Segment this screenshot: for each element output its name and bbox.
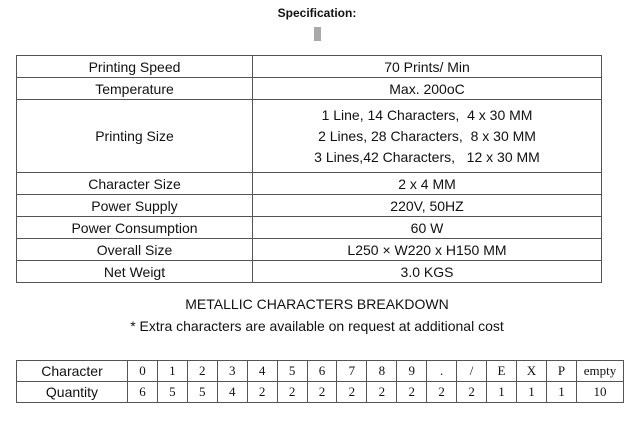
- spec-value: [253, 56, 602, 78]
- quantity-cell: 2: [277, 382, 307, 403]
- spec-value: [253, 217, 602, 239]
- spec-label: Power Consumption: [17, 217, 253, 239]
- character-breakdown-table: [16, 360, 624, 403]
- quantity-row: [17, 382, 624, 403]
- quantity-cell: 2: [367, 382, 397, 403]
- spec-value: [253, 78, 602, 100]
- quantity-cell: 1: [516, 382, 546, 403]
- character-cell: 1: [157, 361, 187, 382]
- spec-value: [253, 100, 602, 173]
- quantity-cell: 2: [247, 382, 277, 403]
- quantity-cell: 2: [427, 382, 457, 403]
- breakdown-title: METALLIC CHARACTERS BREAKDOWN: [185, 296, 449, 312]
- character-cell: 3: [217, 361, 247, 382]
- spec-value-line: 220V, 50HZ: [390, 197, 464, 214]
- quantity-cell: 5: [187, 382, 217, 403]
- spec-row: [17, 261, 602, 283]
- spec-value: [253, 195, 602, 217]
- quantity-cell: 10: [577, 382, 624, 403]
- character-cell: empty: [577, 361, 624, 382]
- quantity-cell: 1: [546, 382, 576, 403]
- spec-value-line: 2 x 4 MM: [398, 175, 456, 192]
- spec-value-line: Max. 200oC: [389, 80, 465, 97]
- spec-row: [17, 56, 602, 78]
- spec-value-line: L250 × W220 x H150 MM: [347, 241, 507, 258]
- spec-row: [17, 173, 602, 195]
- character-cell: 9: [397, 361, 427, 382]
- quantity-cell: 2: [337, 382, 367, 403]
- character-cell: 7: [337, 361, 367, 382]
- spec-label: Overall Size: [17, 239, 253, 261]
- spec-row: [17, 195, 602, 217]
- character-cell: 4: [247, 361, 277, 382]
- spec-value-line: 2 Lines, 28 Characters, 8 x 30 MM: [318, 127, 536, 144]
- spec-value-line: 60 W: [410, 219, 444, 236]
- spec-label: Power Supply: [17, 195, 253, 217]
- spec-value: [253, 173, 602, 195]
- spec-label: Character Size: [17, 173, 253, 195]
- character-cell: X: [516, 361, 546, 382]
- character-cell: 6: [307, 361, 337, 382]
- character-cell: P: [546, 361, 576, 382]
- spec-label: Net Weigt: [17, 261, 253, 283]
- text-cursor-marker: [314, 27, 321, 41]
- character-cell: /: [457, 361, 487, 382]
- spec-value-line: 1 Line, 14 Characters, 4 x 30 MM: [321, 106, 533, 123]
- quantity-cell: 2: [307, 382, 337, 403]
- quantity-cell: 2: [397, 382, 427, 403]
- character-cell: 8: [367, 361, 397, 382]
- character-cell: 0: [128, 361, 158, 382]
- spec-label: Temperature: [17, 78, 253, 100]
- specification-table: [16, 55, 602, 283]
- spec-value-line: 3.0 KGS: [400, 263, 454, 280]
- spec-row: [17, 239, 602, 261]
- character-row: [17, 361, 624, 382]
- quantity-row-label: Quantity: [17, 382, 128, 403]
- spec-label: Printing Size: [17, 100, 253, 173]
- spec-value-line: 70 Prints/ Min: [384, 58, 470, 75]
- character-cell: 2: [187, 361, 217, 382]
- quantity-cell: 5: [157, 382, 187, 403]
- spec-row: [17, 100, 602, 173]
- character-cell: 5: [277, 361, 307, 382]
- character-cell: E: [487, 361, 517, 382]
- character-row-label: Character: [17, 361, 128, 382]
- quantity-cell: 4: [217, 382, 247, 403]
- character-cell: .: [427, 361, 457, 382]
- spec-value: [253, 239, 602, 261]
- spec-row: [17, 217, 602, 239]
- spec-value-line: 3 Lines,42 Characters, 12 x 30 MM: [314, 148, 540, 165]
- page-heading: Specification:: [277, 6, 357, 20]
- spec-value: [253, 261, 602, 283]
- quantity-cell: 2: [457, 382, 487, 403]
- spec-row: [17, 78, 602, 100]
- breakdown-note: * Extra characters are available on request at additional cost: [130, 318, 504, 334]
- quantity-cell: 1: [487, 382, 517, 403]
- spec-label: Printing Speed: [17, 56, 253, 78]
- quantity-cell: 6: [128, 382, 158, 403]
